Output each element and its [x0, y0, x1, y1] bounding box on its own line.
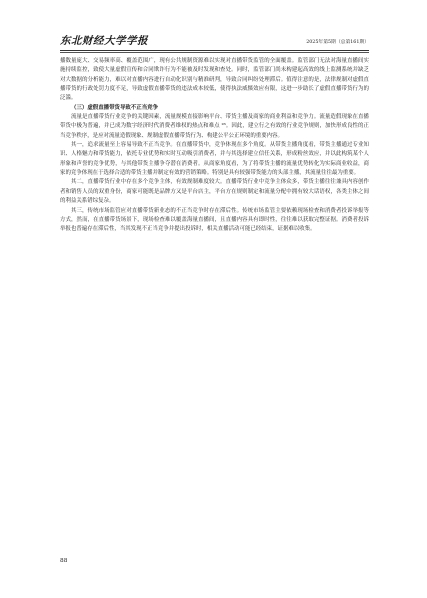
issue-info: 2025年第5期（总第161期） [306, 40, 369, 45]
body-paragraph: 其二，直播带货行业中存在多个竞争主体，有效规制难度较大。直播带货行业中竞争主体众多，带货主播往往兼具内容创作者和销售人员的双重身份，商家可能既是品牌方又是平台店主，平台方在规则制定和流量分配中拥有较大话语权，各类主体之间的利益关系错综复杂。 [60, 179, 369, 205]
header-rule [60, 50, 369, 51]
page-number: 88 [60, 558, 68, 564]
section-heading: （三）虚假直播带货导致不正当竞争 [71, 104, 159, 111]
header-rule-thin [60, 52, 369, 53]
body-paragraph: 播数量庞大、交易频率高、覆盖范围广，现有公共规制资源难以实现对直播带货监管的全面覆盖。监管部门无法对海量直播间实施持续监控，致使大量虚假宣传和合同欺诈行为不能被及时发现和查处。同时，监管部门尚未构建起高效的线上监测系统并缺乏对大数据的分析能力，难以对直播内容进行自动化识别与精准研判，导致合同纠纷处理滞后。值得注意的是，法律规制对虚假直播带货的行政处罚力度不足，导致虚假直播带货的违法成本较低，使得执法威慑效应有限，这进一步助长了虚假直播带货行为的泛滥。 [60, 58, 369, 102]
body-paragraph: 其三，传统市场监管应对直播带货新业态的不正当竞争时存在滞后性。传统市场监管主要依赖现场检查和消费者投诉举报等方式，然而，在直播带货场景下，现场检查难以覆盖海量直播间，且直播内容具有即时性，往往难以获取完整证据。消费者投诉举报也普遍存在滞后性，当其发现不正当竞争并提出投诉时，相关直播活动可能已经结束，证据难以收集。 [60, 207, 369, 233]
body-paragraph: 其一，追求流量至上容易导致不正当竞争。在直播带货中，竞争体现在多个角度。从带货主播角度看，带货主播通过专业知识、人格魅力和带货能力，依托专业优势和实时互动吸引消费者，并与其选择建立信任关系，形成粉丝效应，并以此构筑某个人形象和声誉的竞争优势，与其他带货主播争夺潜在消费者。从商家角度看，为了将带货主播的流量优势转化为实际商业收益，商家的竞争体现在于选择合适的带货主播并制定有效的营销策略。特别是具有较强带货能力的头部主播，其流量往往最为重要。 [60, 142, 369, 177]
article-body [60, 57, 369, 527]
body-paragraph: 流量是直播带货行业竞争的关键因素，流量规模直接影响平台、带货主播及商家的商业利益和竞争力。流量造假现象在直播带货中极为普遍，并已成为数字经济时代消费者维权的热点和难点 ²⁶。因此，建立行之有效的行业竞争规则，加快形成良性的正当竞争秩序，是应对流量造假现象、规制虚假直播带货行为、构建公平公正环境的重要内容。 [60, 114, 369, 139]
journal-logo: 东北财经大学学报 [60, 35, 148, 47]
